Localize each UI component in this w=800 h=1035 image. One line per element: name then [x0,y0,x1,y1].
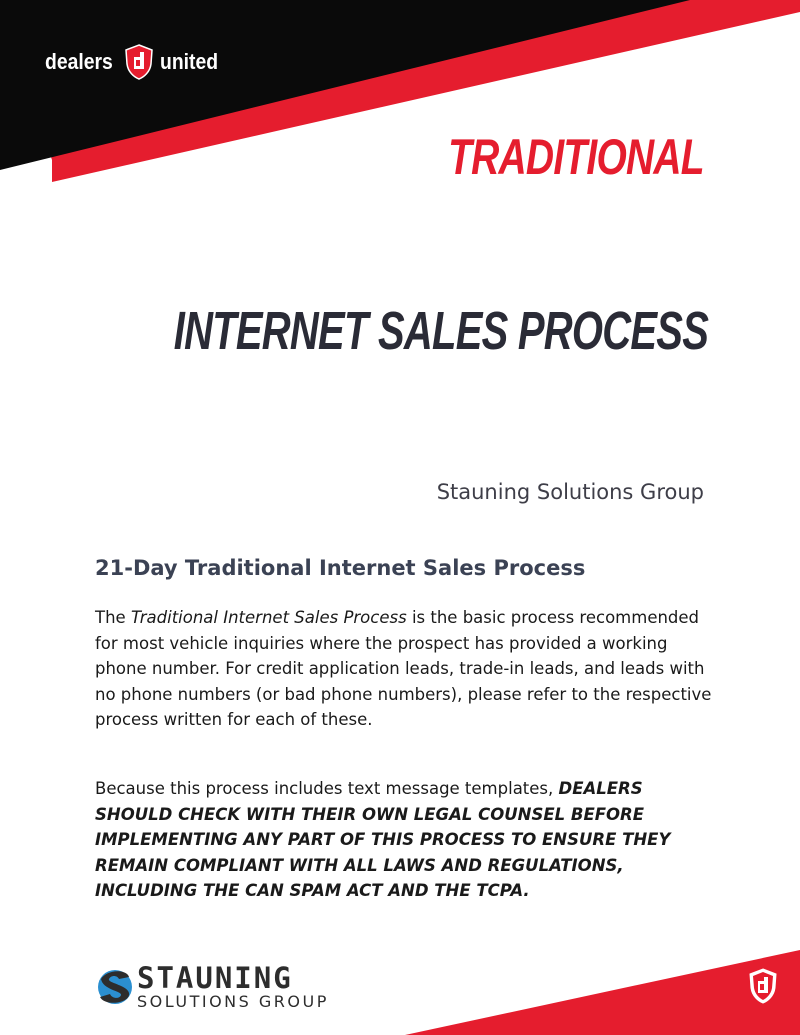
intro-rest: is the basic process recommended for most vehicle inquiries where the prospect has provided a working phone number. For credit application leads, trade-in leads, and leads with no phone numbers (or bad phone numbers), please refer to the respective process written for each of these. [95,608,712,729]
intro-lead: The [95,608,131,627]
legal-paragraph [95,776,715,904]
brand-word-left: dealers [45,49,113,74]
brand-word-right: united [160,49,219,74]
stauning-s-icon [97,965,133,1009]
dealers-united-logo [45,44,226,80]
section-heading: 21-Day Traditional Internet Sales Process [95,556,586,580]
stauning-logo [97,963,329,1011]
shield-d-icon [124,44,154,80]
title-traditional: TRADITIONAL [448,129,704,185]
legal-warning: DEALERS SHOULD CHECK WITH THEIR OWN LEGAL COUNSEL BEFORE IMPLEMENTING ANY PART OF THIS PROCESS TO ENSURE THEY REMAIN COMPLIANT WITH ALL LAWS AND REGULATIONS, INCLUDING THE CAN SPAM ACT AND THE TCPA. [95,779,671,900]
shield-d-icon [748,968,778,1004]
stauning-sub: SOLUTIONS GROUP [137,992,329,1011]
intro-paragraph [95,605,715,733]
author-subtitle: Stauning Solutions Group [436,480,704,504]
legal-lead: Because this process includes text message templates, [95,779,559,798]
stauning-name: STAUNING [137,961,293,995]
title-main: INTERNET SALES PROCESS [173,301,708,361]
bottom-red-band [405,950,800,1035]
intro-emphasis: Traditional Internet Sales Process [130,608,407,627]
